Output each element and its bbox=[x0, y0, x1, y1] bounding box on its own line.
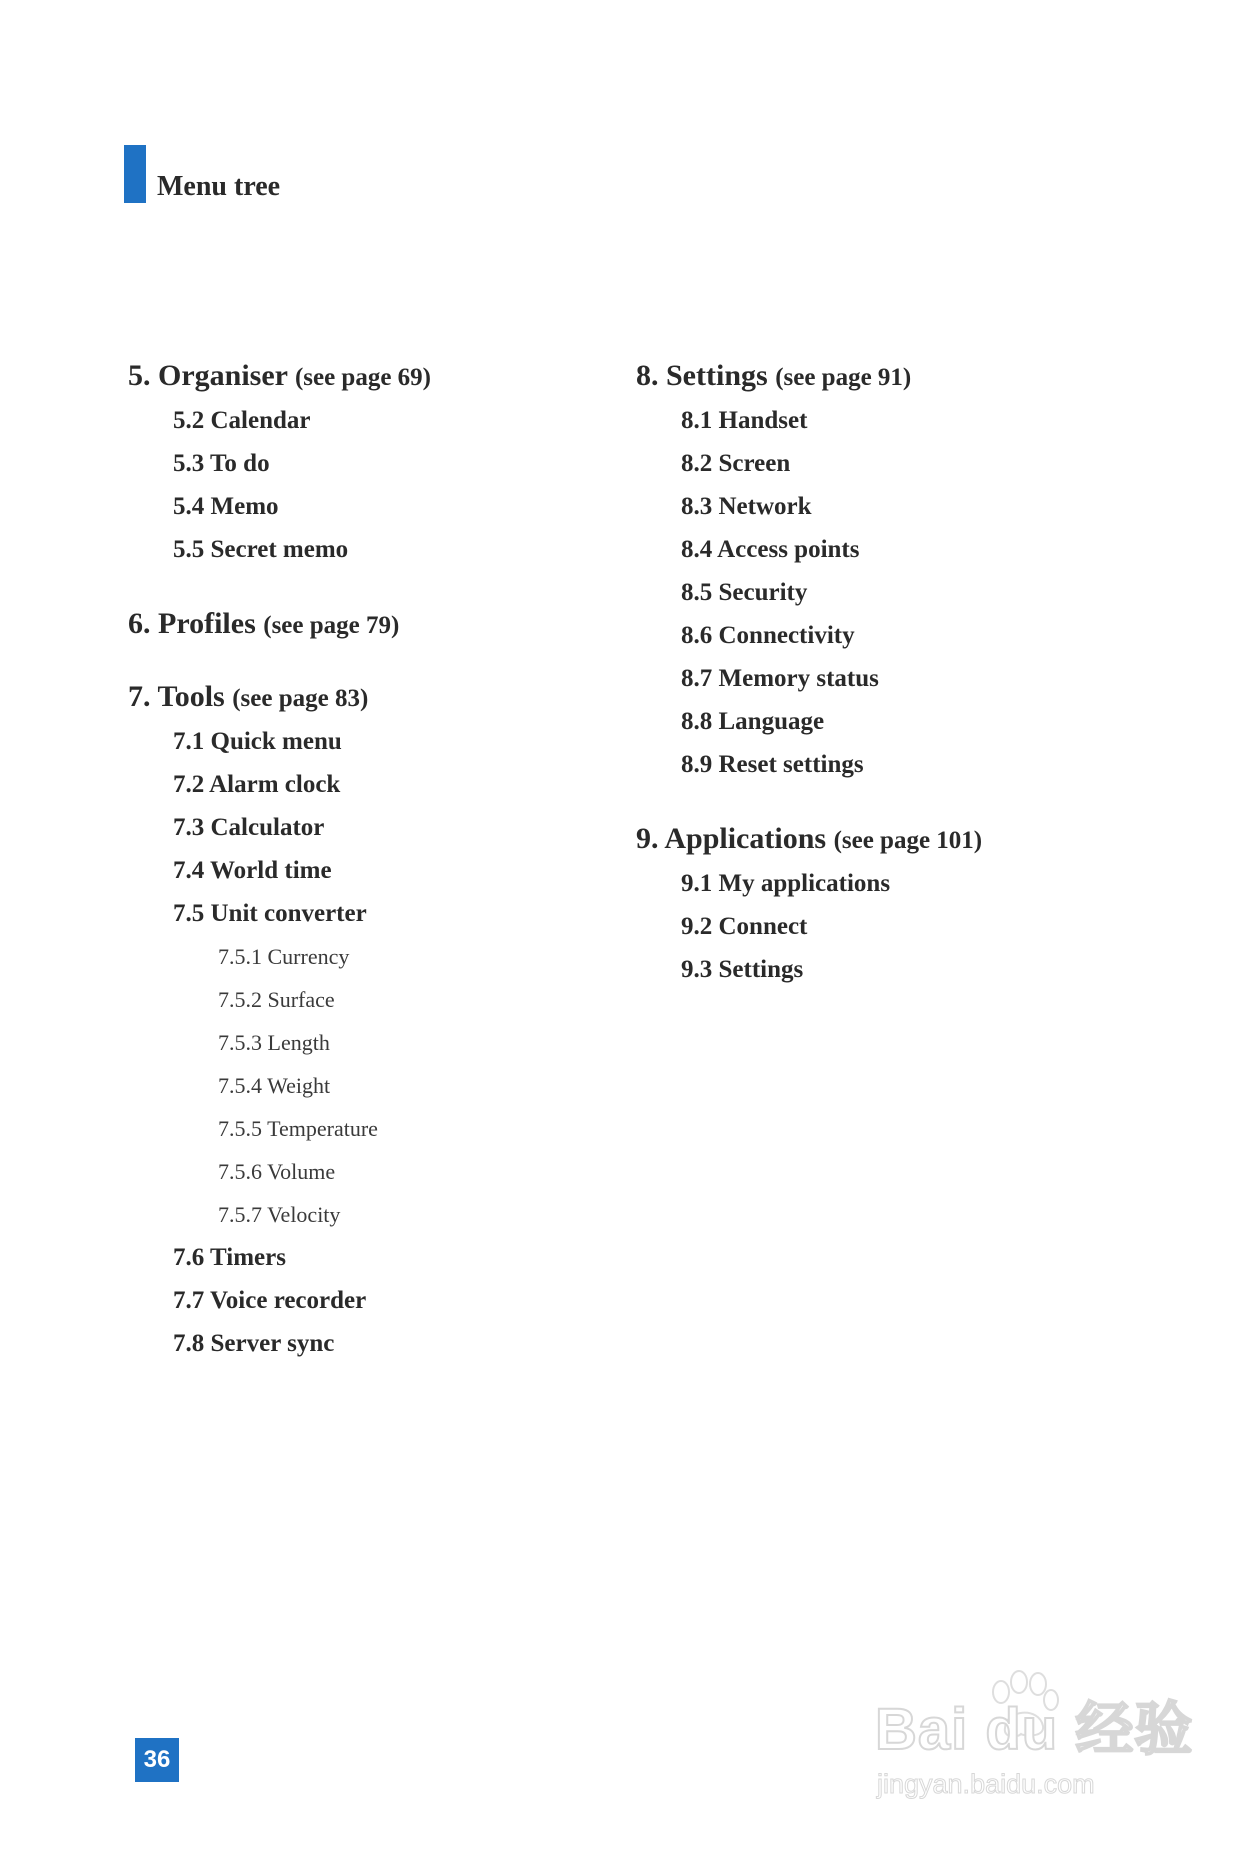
section-heading bbox=[128, 604, 431, 644]
menu-item: 5.2 Calendar bbox=[173, 407, 311, 434]
menu-subitem: 7.5.4 Weight bbox=[218, 1073, 331, 1098]
menu-subitem: 7.5.7 Velocity bbox=[218, 1202, 341, 1227]
menu-item: 5.4 Memo bbox=[173, 493, 279, 520]
menu-column-right bbox=[636, 356, 982, 1024]
section-page-ref: (see page 83) bbox=[232, 685, 369, 712]
menu-section bbox=[128, 604, 431, 644]
section-title: 6. Profiles bbox=[128, 607, 256, 640]
menu-section bbox=[128, 356, 431, 571]
menu-item: 7.4 World time bbox=[173, 857, 332, 884]
menu-item: 9.1 My applications bbox=[681, 870, 891, 897]
section-title: 5. Organiser bbox=[128, 359, 288, 392]
section-title: 8. Settings bbox=[636, 359, 768, 392]
menu-item: 8.7 Memory status bbox=[681, 665, 879, 692]
menu-item: 8.4 Access points bbox=[681, 536, 860, 563]
menu-item: 7.5 Unit converter bbox=[173, 900, 367, 927]
section-page-ref: (see page 101) bbox=[833, 827, 983, 854]
menu-item: 8.5 Security bbox=[681, 579, 808, 606]
menu-item: 7.6 Timers bbox=[173, 1244, 286, 1271]
menu-item: 8.6 Connectivity bbox=[681, 622, 855, 649]
menu-item: 8.9 Reset settings bbox=[681, 751, 864, 778]
menu-item: 7.7 Voice recorder bbox=[173, 1287, 367, 1314]
section-title: 7. Tools bbox=[128, 680, 225, 713]
menu-subitem: 7.5.6 Volume bbox=[218, 1159, 336, 1184]
menu-item: 9.3 Settings bbox=[681, 956, 804, 983]
menu-column-left bbox=[128, 356, 431, 1398]
menu-item: 7.8 Server sync bbox=[173, 1330, 335, 1357]
page-number: 36 bbox=[135, 1738, 179, 1782]
menu-item: 8.8 Language bbox=[681, 708, 825, 735]
menu-item: 7.1 Quick menu bbox=[173, 728, 342, 755]
menu-item: 5.5 Secret memo bbox=[173, 536, 349, 563]
menu-subitem: 7.5.5 Temperature bbox=[218, 1116, 378, 1141]
header-accent-bar bbox=[124, 145, 146, 203]
menu-item: 7.3 Calculator bbox=[173, 814, 325, 841]
section-heading bbox=[128, 356, 431, 396]
menu-item: 5.3 To do bbox=[173, 450, 270, 477]
section-page-ref: (see page 79) bbox=[263, 612, 400, 639]
menu-item: 8.3 Network bbox=[681, 493, 812, 520]
menu-section bbox=[636, 356, 982, 786]
menu-item: 8.2 Screen bbox=[681, 450, 791, 477]
menu-item: 8.1 Handset bbox=[681, 407, 808, 434]
menu-item: 9.2 Connect bbox=[681, 913, 808, 940]
menu-section bbox=[636, 819, 982, 991]
menu-subitem: 7.5.1 Currency bbox=[218, 944, 350, 969]
section-heading bbox=[636, 356, 982, 396]
menu-item: 7.2 Alarm clock bbox=[173, 771, 341, 798]
page-title: Menu tree bbox=[157, 171, 281, 202]
section-page-ref: (see page 91) bbox=[775, 364, 912, 391]
watermark-url: jingyan.baidu.com bbox=[877, 1769, 1095, 1799]
menu-subitem: 7.5.2 Surface bbox=[218, 987, 335, 1012]
baidu-watermark bbox=[875, 1668, 1194, 1808]
section-heading bbox=[128, 677, 431, 717]
menu-subitem: 7.5.3 Length bbox=[218, 1030, 330, 1055]
page-header bbox=[124, 145, 524, 203]
menu-section bbox=[128, 677, 431, 1365]
section-page-ref: (see page 69) bbox=[294, 364, 432, 391]
watermark-brand: Bai du 经验 bbox=[875, 1697, 1194, 1762]
section-heading bbox=[636, 819, 982, 859]
section-title: 9. Applications bbox=[636, 822, 827, 855]
